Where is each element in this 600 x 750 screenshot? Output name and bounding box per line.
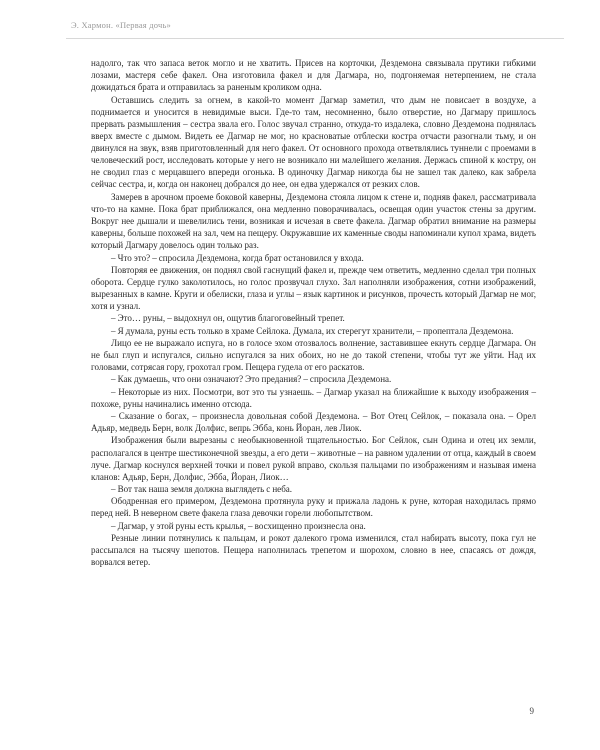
paragraph-13: – Вот так наша земля должна выглядеть с неба. xyxy=(111,483,293,494)
paragraph-2: Оставшись следить за огнем, в какой-то момент Дагмар заметил, что дым не повисает в воздухе, а поднимается и уносится в невидимые выси. Где-то там, несомненно, было отверстие, но Дагмару пришлось прервать размышления – сестра звала его. Голос звучал странно, откуда-то издалека, словно Дездемона поднялась вверх вместе с дымом. Видеть ее Дагмар не мог, но красноватые отблески костра отчасти разогнали тьму, и он двинулся на звук, взяв приготовленный для него факел. От основного прохода ответвлялись туннели с проемами в человеческий рост, исследовать которые у него не возникало ни малейшего желания. Держась спиной к костру, он не сводил глаз с мерцавшего впереди огонька. В одиночку Дагмар никогда бы не зашел так далеко, как забрела сейчас сестра, и, когда он наконец добрался до нее, он едва удержался от резких слов. xyxy=(91,94,536,190)
header-rule xyxy=(66,38,564,39)
paragraph-4: – Что это? – спросила Дездемона, когда брат остановился у входа. xyxy=(111,252,364,263)
paragraph-14: Ободренная его примером, Дездемона протянула руку и прижала ладонь к руне, которая находилась прямо перед ней. В неверном свете факела глаза девочки горели любопытством. xyxy=(91,496,536,519)
paragraph-5: Повторяя ее движения, он поднял свой гаснущий факел и, прежде чем ответить, медленно сделал три полных оборота. Сердце гулко заколотилось, но голос прозвучал глухо. Зал наполняли изображения, сотни изображений, вырезанных в камне. Круги и обелиски, глаза и углы – язык картинок и рисунков, прочесть который Дагмар не мог, хотя и узнал. xyxy=(91,265,536,312)
page-number: 9 xyxy=(529,706,534,716)
paragraph-6: – Это… руны, – выдохнул он, ощутив благоговейный трепет. xyxy=(111,313,345,324)
paragraph-15: – Дагмар, у этой руны есть крылья, – восхищенно произнесла она. xyxy=(111,520,366,531)
running-head-title: Э. Хармон. «Первая дочь» xyxy=(71,20,171,30)
paragraph-1: надолго, так что запаса веток могло и не хватить. Присев на корточки, Дездемона связывала прутики гибкими лозами, мастеря себе факел. Она изготовила факел и для Дагмара, но, подгоняемая нетерпением, не стала дожидаться брата и отправилась за раненым кроликом одна. xyxy=(91,58,536,93)
paragraph-3: Замерев в арочном проеме боковой каверны, Дездемона стояла лицом к стене и, подняв факел, рассматривала что-то на камне. Пока брат приближался, она медленно поворачивалась, освещая один участок стены за другим. Вокруг нее дышали и шевелились тени, возникая и исчезая в свете факела. Дагмар обратил внимание на размеры каверны, больше похожей на зал, чем на пещеру. Окружавшие их каменные своды напоминали купол храма, видеть который Дагмару довелось один только раз. xyxy=(91,192,536,251)
paragraph-12: Изображения были вырезаны с необыкновенной тщательностью. Бог Сейлок, сын Одина и отец их земли, располагался в центре шестиконечной звезды, а его дети – животные – на равном удалении от отца, каждый в своем луче. Дагмар коснулся верхней точки и повел рукой вправо, скользя пальцами по изображениям и называя имена кланов: Адьяр, Берн, Долфис, Эбба, Йоран, Лиок… xyxy=(91,435,536,482)
body-text xyxy=(91,57,536,568)
paragraph-8: Лицо ее не выражало испуга, но в голосе эхом отозвалось волнение, заставившее екнуть сердце Дагмара. Он не был глуп и испугался, сильно испугался за них обоих, но не до такой степени, чтобы тут же уйти. Над их головами, сотрясая гору, грохотал гром. Пещера гудела от его раскатов. xyxy=(91,338,536,373)
paragraph-7: – Я думала, руны есть только в храме Сейлока. Думала, их стерегут хранители, – пропептала Дездемона. xyxy=(111,325,514,336)
paragraph-16: Резные линии потянулись к пальцам, и рокот далекого грома изменился, стал набирать высоту, пока гул не рассыпался на тысячу шепотов. Пещера наполнилась трепетом и шорохом, словно в нее, спасаясь от дождя, ворвался ветер. xyxy=(91,533,536,568)
paragraph-9: – Как думаешь, что они означают? Это предания? – спросила Дездемона. xyxy=(111,374,392,385)
paragraph-10: – Некоторые из них. Посмотри, вот это ты узнаешь. – Дагмар указал на ближайшие к выходу изображения – похоже, руны начинались именно отсюда. xyxy=(91,386,536,409)
paragraph-11: – Сказание о богах, – произнесла довольная собой Дездемона. – Вот Отец Сейлок, – показала она. – Орел Адьяр, медведь Берн, волк Долфис, вепрь Эбба, конь Йоран, лев Лиок. xyxy=(91,410,536,433)
